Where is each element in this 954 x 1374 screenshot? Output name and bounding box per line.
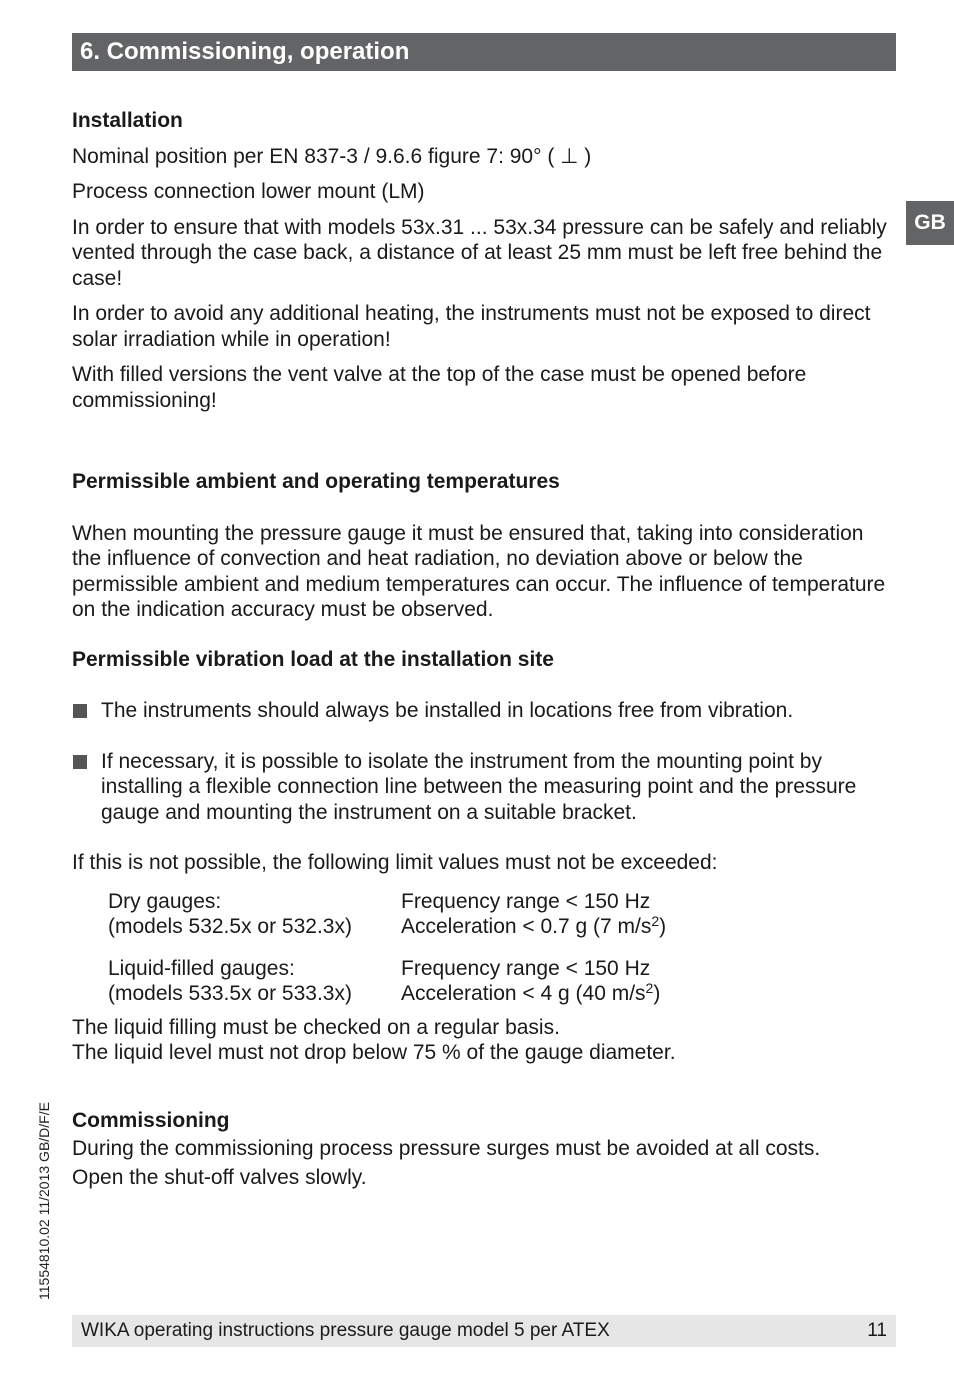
temperatures-paragraph: When mounting the pressure gauge it must be ensured that, taking into consideration the influence of convection and heat radiation, no deviation above or below the permissible ambient and medium temperatures can occur. The influence of temperature on the indication accuracy must be observed. <box>72 521 886 621</box>
document-code: 11554810.02 11/2013 GB/D/F/E <box>36 1102 52 1300</box>
table-row <box>108 889 887 915</box>
commissioning-valves-note: Open the shut-off valves slowly. <box>72 1165 367 1189</box>
table-row <box>108 981 887 1007</box>
acceleration-text: Acceleration < 4 g (40 m/s <box>401 982 646 1005</box>
list-item <box>72 749 887 826</box>
dry-gauges-label: Dry gauges: <box>108 889 222 913</box>
superscript: 2 <box>645 980 654 996</box>
footer-title: WIKA operating instructions pressure gauge model 5 per ATEX <box>81 1320 610 1341</box>
installation-vent-valve-note: With filled versions the vent valve at the top of the case must be opened before commissioning! <box>72 363 807 412</box>
installation-heading: Installation <box>72 109 183 132</box>
page-number: 11 <box>867 1320 887 1341</box>
vibration-bullet-list <box>72 698 887 825</box>
acceleration-suffix: ) <box>653 982 661 1005</box>
installation-nominal-position: Nominal position per EN 837-3 / 9.6.6 figure 7: 90° ( ⊥ ) <box>72 144 592 168</box>
bullet-text: The instruments should always be installed in locations free from vibration. <box>101 699 794 722</box>
superscript: 2 <box>651 913 660 929</box>
liquid-models: (models 533.5x or 533.3x) <box>108 982 352 1005</box>
table-row <box>108 914 887 940</box>
dry-frequency-range: Frequency range < 150 Hz <box>401 889 651 913</box>
section-title: 6. Commissioning, operation <box>72 33 896 71</box>
language-tab: GB <box>906 201 954 245</box>
liquid-gauges-label: Liquid-filled gauges: <box>108 956 295 980</box>
dry-models: (models 532.5x or 532.3x) <box>108 915 352 938</box>
installation-heating-note: In order to avoid any additional heating, the instruments must not be exposed to direct solar irradiation while in operation! <box>72 302 871 351</box>
liquid-level-note: The liquid level must not drop below 75 % of the gauge diameter. <box>72 1041 676 1064</box>
page-footer <box>72 1315 896 1347</box>
square-bullet-icon <box>73 704 87 718</box>
square-bullet-icon <box>73 755 87 769</box>
commissioning-heading: Commissioning <box>72 1108 230 1132</box>
table-row <box>108 956 887 982</box>
list-item <box>72 698 887 724</box>
vibration-limits-table <box>108 889 887 1007</box>
liquid-frequency-range: Frequency range < 150 Hz <box>401 956 651 980</box>
commissioning-pressure-note: During the commissioning process pressure surges must be avoided at all costs. <box>72 1137 821 1160</box>
bullet-text: If necessary, it is possible to isolate the instrument from the mounting point by installing a flexible connection line between the measuring point and the pressure gauge and mounting the instrument on a suitable bracket. <box>101 749 857 824</box>
vibration-heading: Permissible vibration load at the installation site <box>72 647 554 671</box>
installation-venting-note: In order to ensure that with models 53x.31 ... 53x.34 pressure can be safely and reliably vented through the case back, a distance of at least 25 mm must be left free behind the case! <box>72 215 887 290</box>
liquid-filling-note: The liquid filling must be checked on a regular basis. <box>72 1015 560 1039</box>
temperatures-heading: Permissible ambient and operating temperatures <box>72 470 560 493</box>
acceleration-text: Acceleration < 0.7 g (7 m/s <box>401 915 652 938</box>
limit-values-intro: If this is not possible, the following limit values must not be exceeded: <box>72 851 718 874</box>
dry-acceleration <box>401 914 666 940</box>
page-content <box>72 108 887 1190</box>
installation-process-connection: Process connection lower mount (LM) <box>72 180 425 203</box>
liquid-acceleration <box>401 981 660 1007</box>
acceleration-suffix: ) <box>659 915 667 938</box>
